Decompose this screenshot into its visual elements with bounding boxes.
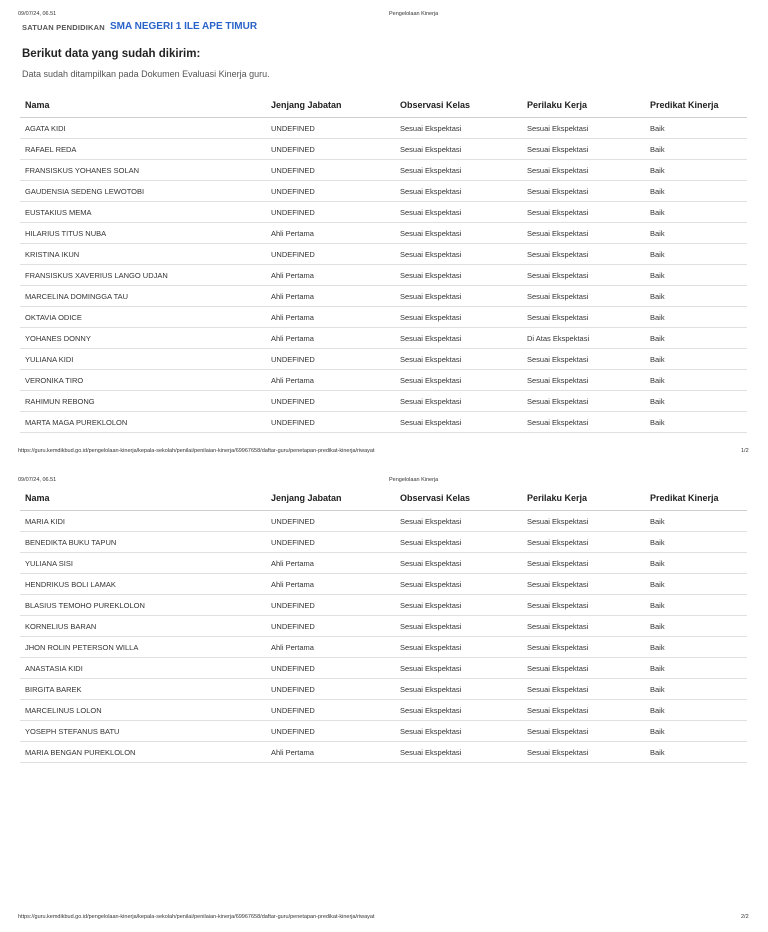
- cell-observasi-kelas: Sesuai Ekspektasi: [395, 139, 522, 160]
- print-footer-url: https://guru.kemdikbud.go.id/pengelolaan-kinerja/kepala-sekolah/penilai/penilaian-kinerja/69967658/daftar-guru/penetapan-predikat-kinerja/riwayat: [18, 448, 375, 454]
- cell-jenjang-jabatan: UNDEFINED: [266, 616, 395, 637]
- column-header-jenjang-jabatan: Jenjang Jabatan: [266, 93, 395, 118]
- table-row: [20, 223, 747, 244]
- cell-perilaku-kerja: Sesuai Ekspektasi: [522, 391, 645, 412]
- cell-nama: OKTAVIA ODICE: [20, 307, 266, 328]
- cell-perilaku-kerja: Sesuai Ekspektasi: [522, 370, 645, 391]
- cell-jenjang-jabatan: UNDEFINED: [266, 532, 395, 553]
- cell-perilaku-kerja: Sesuai Ekspektasi: [522, 412, 645, 433]
- table-row: [20, 307, 747, 328]
- cell-jenjang-jabatan: Ahli Pertama: [266, 223, 395, 244]
- cell-observasi-kelas: Sesuai Ekspektasi: [395, 742, 522, 763]
- cell-nama: GAUDENSIA SEDENG LEWOTOBI: [20, 181, 266, 202]
- school-label: SATUAN PENDIDIKAN: [22, 23, 105, 32]
- cell-perilaku-kerja: Sesuai Ekspektasi: [522, 532, 645, 553]
- cell-jenjang-jabatan: UNDEFINED: [266, 595, 395, 616]
- cell-predikat-kinerja: Baik: [645, 328, 747, 349]
- cell-jenjang-jabatan: UNDEFINED: [266, 511, 395, 532]
- cell-predikat-kinerja: Baik: [645, 700, 747, 721]
- cell-jenjang-jabatan: UNDEFINED: [266, 349, 395, 370]
- cell-nama: MARIA KIDI: [20, 511, 266, 532]
- column-header-predikat-kinerja: Predikat Kinerja: [645, 93, 747, 118]
- print-footer-url: https://guru.kemdikbud.go.id/pengelolaan-kinerja/kepala-sekolah/penilai/penilaian-kinerja/69967658/daftar-guru/penetapan-predikat-kinerja/riwayat: [18, 914, 375, 920]
- page-subtext: Data sudah ditampilkan pada Dokumen Evaluasi Kinerja guru.: [22, 69, 270, 79]
- page-heading: Berikut data yang sudah dikirim:: [22, 48, 201, 60]
- cell-predikat-kinerja: Baik: [645, 511, 747, 532]
- table-row: [20, 532, 747, 553]
- cell-observasi-kelas: Sesuai Ekspektasi: [395, 700, 522, 721]
- print-header-datetime: 09/07/24, 06.51: [18, 11, 57, 17]
- cell-observasi-kelas: Sesuai Ekspektasi: [395, 202, 522, 223]
- cell-predikat-kinerja: Baik: [645, 370, 747, 391]
- table-row: [20, 700, 747, 721]
- table-row: [20, 370, 747, 391]
- cell-nama: YULIANA SISI: [20, 553, 266, 574]
- cell-perilaku-kerja: Sesuai Ekspektasi: [522, 679, 645, 700]
- cell-jenjang-jabatan: UNDEFINED: [266, 721, 395, 742]
- table-row: [20, 118, 747, 139]
- cell-predikat-kinerja: Baik: [645, 679, 747, 700]
- cell-jenjang-jabatan: Ahli Pertama: [266, 553, 395, 574]
- cell-nama: ANASTASIA KIDI: [20, 658, 266, 679]
- table-row: [20, 412, 747, 433]
- kinerja-table-page1: [20, 93, 747, 433]
- cell-jenjang-jabatan: UNDEFINED: [266, 679, 395, 700]
- cell-observasi-kelas: Sesuai Ekspektasi: [395, 160, 522, 181]
- kinerja-table-page2: [20, 486, 747, 763]
- table-row: [20, 679, 747, 700]
- cell-nama: HILARIUS TITUS NUBA: [20, 223, 266, 244]
- cell-nama: VERONIKA TIRO: [20, 370, 266, 391]
- cell-observasi-kelas: Sesuai Ekspektasi: [395, 412, 522, 433]
- table-row: [20, 244, 747, 265]
- cell-nama: YULIANA KIDI: [20, 349, 266, 370]
- cell-perilaku-kerja: Sesuai Ekspektasi: [522, 349, 645, 370]
- cell-jenjang-jabatan: UNDEFINED: [266, 202, 395, 223]
- cell-observasi-kelas: Sesuai Ekspektasi: [395, 595, 522, 616]
- column-header-nama: Nama: [20, 93, 266, 118]
- cell-observasi-kelas: Sesuai Ekspektasi: [395, 370, 522, 391]
- cell-predikat-kinerja: Baik: [645, 616, 747, 637]
- column-header-perilaku-kerja: Perilaku Kerja: [522, 93, 645, 118]
- table-row: [20, 202, 747, 223]
- cell-perilaku-kerja: Sesuai Ekspektasi: [522, 118, 645, 139]
- cell-perilaku-kerja: Sesuai Ekspektasi: [522, 181, 645, 202]
- cell-observasi-kelas: Sesuai Ekspektasi: [395, 553, 522, 574]
- table-row: [20, 574, 747, 595]
- cell-observasi-kelas: Sesuai Ekspektasi: [395, 391, 522, 412]
- cell-predikat-kinerja: Baik: [645, 244, 747, 265]
- table-row: [20, 349, 747, 370]
- cell-jenjang-jabatan: UNDEFINED: [266, 160, 395, 181]
- cell-observasi-kelas: Sesuai Ekspektasi: [395, 286, 522, 307]
- cell-nama: YOHANES DONNY: [20, 328, 266, 349]
- cell-perilaku-kerja: Sesuai Ekspektasi: [522, 511, 645, 532]
- cell-nama: MARIA BENGAN PUREKLOLON: [20, 742, 266, 763]
- cell-perilaku-kerja: Sesuai Ekspektasi: [522, 742, 645, 763]
- table-row: [20, 181, 747, 202]
- cell-predikat-kinerja: Baik: [645, 412, 747, 433]
- cell-observasi-kelas: Sesuai Ekspektasi: [395, 328, 522, 349]
- table-row: [20, 511, 747, 532]
- school-name: SMA NEGERI 1 ILE APE TIMUR: [110, 21, 258, 32]
- cell-jenjang-jabatan: Ahli Pertama: [266, 637, 395, 658]
- table-body: [20, 511, 747, 763]
- cell-predikat-kinerja: Baik: [645, 160, 747, 181]
- cell-predikat-kinerja: Baik: [645, 742, 747, 763]
- cell-perilaku-kerja: Sesuai Ekspektasi: [522, 721, 645, 742]
- cell-nama: AGATA KIDI: [20, 118, 266, 139]
- cell-perilaku-kerja: Sesuai Ekspektasi: [522, 595, 645, 616]
- cell-perilaku-kerja: Sesuai Ekspektasi: [522, 286, 645, 307]
- cell-observasi-kelas: Sesuai Ekspektasi: [395, 181, 522, 202]
- cell-nama: RAHIMUN REBONG: [20, 391, 266, 412]
- column-header-observasi-kelas: Observasi Kelas: [395, 486, 522, 511]
- cell-perilaku-kerja: Sesuai Ekspektasi: [522, 202, 645, 223]
- table-row: [20, 160, 747, 181]
- cell-perilaku-kerja: Sesuai Ekspektasi: [522, 637, 645, 658]
- print-footer-page: 2/2: [741, 914, 749, 920]
- cell-predikat-kinerja: Baik: [645, 553, 747, 574]
- cell-observasi-kelas: Sesuai Ekspektasi: [395, 118, 522, 139]
- cell-predikat-kinerja: Baik: [645, 391, 747, 412]
- cell-jenjang-jabatan: Ahli Pertama: [266, 370, 395, 391]
- cell-perilaku-kerja: Sesuai Ekspektasi: [522, 139, 645, 160]
- column-header-nama: Nama: [20, 486, 266, 511]
- cell-nama: BLASIUS TEMOHO PUREKLOLON: [20, 595, 266, 616]
- cell-jenjang-jabatan: UNDEFINED: [266, 391, 395, 412]
- cell-nama: EUSTAKIUS MEMA: [20, 202, 266, 223]
- cell-observasi-kelas: Sesuai Ekspektasi: [395, 349, 522, 370]
- cell-jenjang-jabatan: Ahli Pertama: [266, 265, 395, 286]
- cell-jenjang-jabatan: UNDEFINED: [266, 658, 395, 679]
- cell-observasi-kelas: Sesuai Ekspektasi: [395, 532, 522, 553]
- cell-perilaku-kerja: Sesuai Ekspektasi: [522, 265, 645, 286]
- cell-predikat-kinerja: Baik: [645, 223, 747, 244]
- cell-predikat-kinerja: Baik: [645, 658, 747, 679]
- cell-nama: KORNELIUS BARAN: [20, 616, 266, 637]
- table-row: [20, 265, 747, 286]
- cell-observasi-kelas: Sesuai Ekspektasi: [395, 223, 522, 244]
- cell-observasi-kelas: Sesuai Ekspektasi: [395, 265, 522, 286]
- print-header-title: Pengelolaan Kinerja: [389, 11, 439, 17]
- table-row: [20, 328, 747, 349]
- cell-observasi-kelas: Sesuai Ekspektasi: [395, 616, 522, 637]
- cell-nama: HENDRIKUS BOLI LAMAK: [20, 574, 266, 595]
- table-row: [20, 721, 747, 742]
- cell-perilaku-kerja: Sesuai Ekspektasi: [522, 574, 645, 595]
- cell-nama: JHON ROLIN PETERSON WILLA: [20, 637, 266, 658]
- cell-perilaku-kerja: Di Atas Ekspektasi: [522, 328, 645, 349]
- cell-perilaku-kerja: Sesuai Ekspektasi: [522, 658, 645, 679]
- column-header-jenjang-jabatan: Jenjang Jabatan: [266, 486, 395, 511]
- column-header-predikat-kinerja: Predikat Kinerja: [645, 486, 747, 511]
- cell-nama: KRISTINA IKUN: [20, 244, 266, 265]
- cell-observasi-kelas: Sesuai Ekspektasi: [395, 307, 522, 328]
- cell-observasi-kelas: Sesuai Ekspektasi: [395, 679, 522, 700]
- table-body: [20, 118, 747, 433]
- cell-observasi-kelas: Sesuai Ekspektasi: [395, 511, 522, 532]
- cell-nama: RAFAEL REDA: [20, 139, 266, 160]
- cell-jenjang-jabatan: Ahli Pertama: [266, 328, 395, 349]
- cell-predikat-kinerja: Baik: [645, 637, 747, 658]
- cell-observasi-kelas: Sesuai Ekspektasi: [395, 721, 522, 742]
- cell-nama: MARCELINA DOMINGGA TAU: [20, 286, 266, 307]
- cell-nama: MARCELINUS LOLON: [20, 700, 266, 721]
- cell-jenjang-jabatan: Ahli Pertama: [266, 286, 395, 307]
- cell-predikat-kinerja: Baik: [645, 265, 747, 286]
- cell-predikat-kinerja: Baik: [645, 574, 747, 595]
- cell-nama: BIRGITA BAREK: [20, 679, 266, 700]
- cell-predikat-kinerja: Baik: [645, 532, 747, 553]
- table-row: [20, 616, 747, 637]
- cell-predikat-kinerja: Baik: [645, 595, 747, 616]
- cell-nama: BENEDIKTA BUKU TAPUN: [20, 532, 266, 553]
- cell-predikat-kinerja: Baik: [645, 721, 747, 742]
- cell-predikat-kinerja: Baik: [645, 202, 747, 223]
- table-row: [20, 391, 747, 412]
- cell-observasi-kelas: Sesuai Ekspektasi: [395, 658, 522, 679]
- cell-jenjang-jabatan: UNDEFINED: [266, 181, 395, 202]
- cell-nama: FRANSISKUS XAVERIUS LANGO UDJAN: [20, 265, 266, 286]
- cell-perilaku-kerja: Sesuai Ekspektasi: [522, 223, 645, 244]
- cell-predikat-kinerja: Baik: [645, 307, 747, 328]
- cell-predikat-kinerja: Baik: [645, 181, 747, 202]
- table-row: [20, 595, 747, 616]
- cell-nama: FRANSISKUS YOHANES SOLAN: [20, 160, 266, 181]
- cell-nama: MARTA MAGA PUREKLOLON: [20, 412, 266, 433]
- cell-jenjang-jabatan: Ahli Pertama: [266, 307, 395, 328]
- cell-perilaku-kerja: Sesuai Ekspektasi: [522, 616, 645, 637]
- column-header-observasi-kelas: Observasi Kelas: [395, 93, 522, 118]
- print-footer-page: 1/2: [741, 448, 749, 454]
- cell-jenjang-jabatan: UNDEFINED: [266, 244, 395, 265]
- cell-perilaku-kerja: Sesuai Ekspektasi: [522, 553, 645, 574]
- print-header-title: Pengelolaan Kinerja: [389, 477, 439, 483]
- cell-perilaku-kerja: Sesuai Ekspektasi: [522, 700, 645, 721]
- cell-jenjang-jabatan: UNDEFINED: [266, 139, 395, 160]
- cell-observasi-kelas: Sesuai Ekspektasi: [395, 574, 522, 595]
- cell-jenjang-jabatan: Ahli Pertama: [266, 742, 395, 763]
- table-header-row: [20, 486, 747, 511]
- cell-perilaku-kerja: Sesuai Ekspektasi: [522, 160, 645, 181]
- table-row: [20, 742, 747, 763]
- table-row: [20, 286, 747, 307]
- cell-observasi-kelas: Sesuai Ekspektasi: [395, 244, 522, 265]
- table-row: [20, 139, 747, 160]
- cell-observasi-kelas: Sesuai Ekspektasi: [395, 637, 522, 658]
- cell-predikat-kinerja: Baik: [645, 286, 747, 307]
- cell-jenjang-jabatan: Ahli Pertama: [266, 574, 395, 595]
- cell-jenjang-jabatan: UNDEFINED: [266, 412, 395, 433]
- cell-predikat-kinerja: Baik: [645, 118, 747, 139]
- print-header-datetime: 09/07/24, 06.51: [18, 477, 57, 483]
- cell-predikat-kinerja: Baik: [645, 349, 747, 370]
- cell-perilaku-kerja: Sesuai Ekspektasi: [522, 307, 645, 328]
- column-header-perilaku-kerja: Perilaku Kerja: [522, 486, 645, 511]
- table-row: [20, 553, 747, 574]
- table-row: [20, 637, 747, 658]
- cell-predikat-kinerja: Baik: [645, 139, 747, 160]
- table-row: [20, 658, 747, 679]
- cell-nama: YOSEPH STEFANUS BATU: [20, 721, 266, 742]
- cell-jenjang-jabatan: UNDEFINED: [266, 700, 395, 721]
- table-header-row: [20, 93, 747, 118]
- cell-jenjang-jabatan: UNDEFINED: [266, 118, 395, 139]
- cell-perilaku-kerja: Sesuai Ekspektasi: [522, 244, 645, 265]
